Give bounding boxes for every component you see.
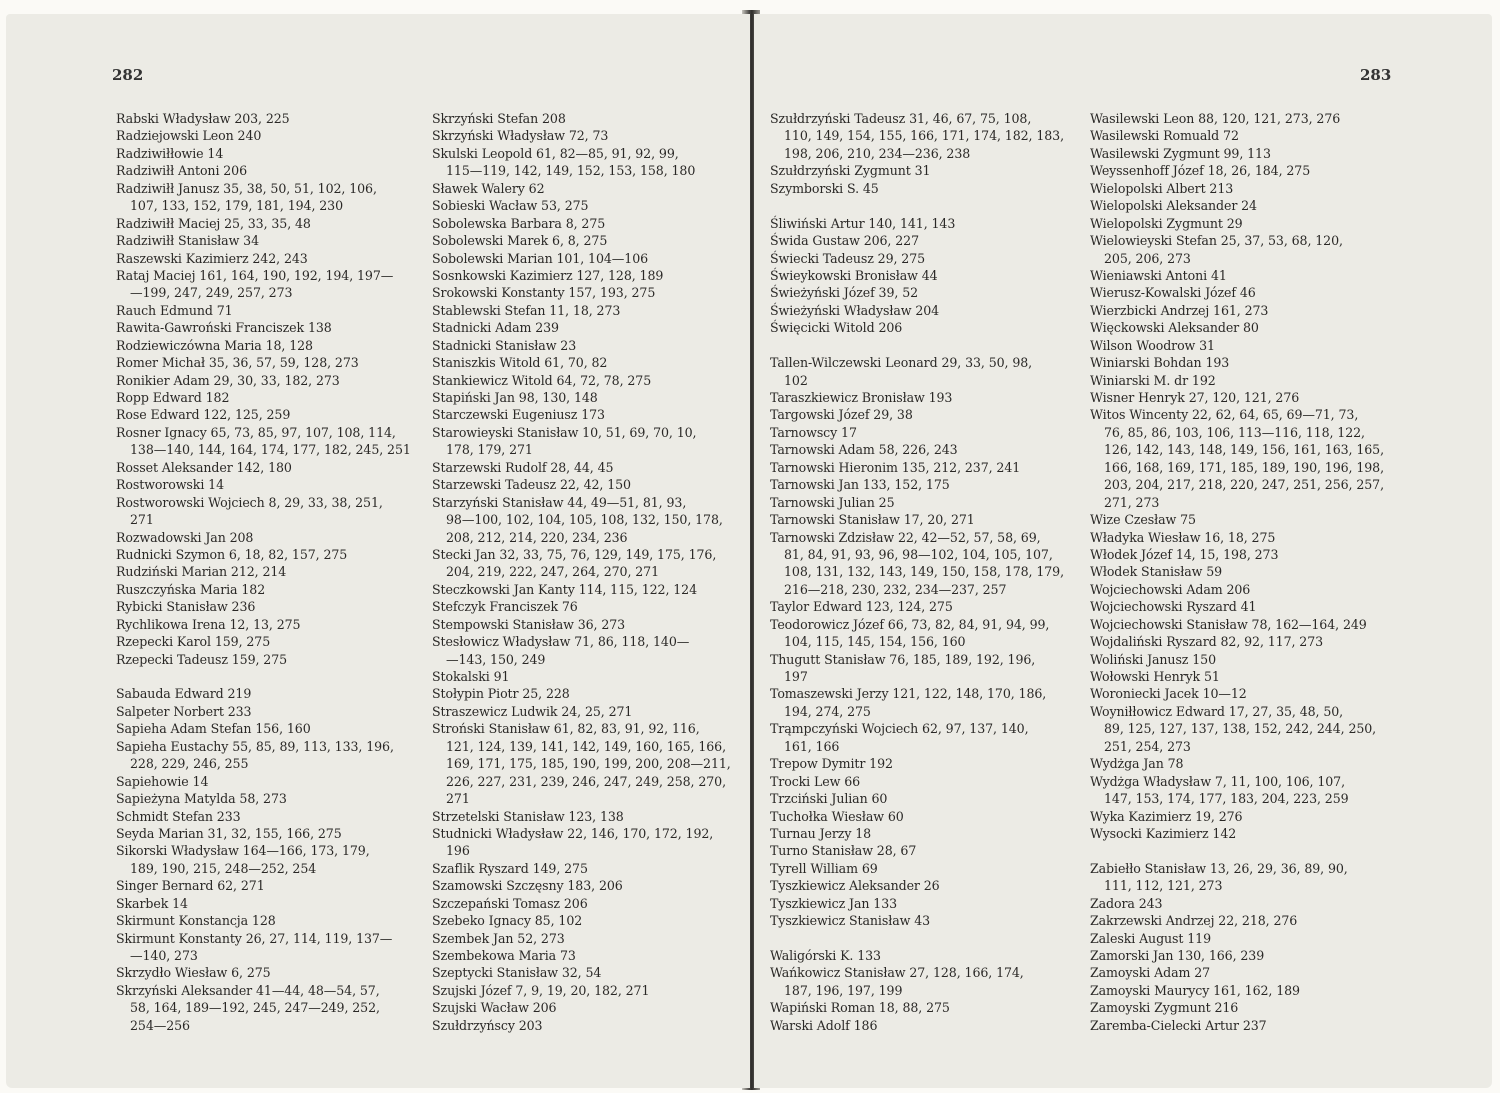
index-entry: Szujski Józef 7, 9, 19, 20, 182, 271 xyxy=(432,982,650,998)
index-entry: Szczepański Tomasz 206 xyxy=(432,895,588,911)
right-page xyxy=(754,14,1492,1088)
index-entry: Zabiełło Stanisław 13, 26, 29, 36, 89, 90, xyxy=(1090,860,1348,876)
index-entry: Szułdrzyński Zygmunt 31 xyxy=(770,163,931,179)
index-entry-continuation: —143, 150, 249 xyxy=(446,651,546,667)
index-entry: Zamoyski Zygmunt 216 xyxy=(1090,1000,1239,1016)
index-entry: Tyszkiewicz Aleksander 26 xyxy=(770,878,940,894)
index-entry: Srokowski Konstanty 157, 193, 275 xyxy=(432,285,656,301)
index-entry: Świeykowski Bronisław 44 xyxy=(770,267,938,283)
index-entry: Teodorowicz Józef 66, 73, 82, 84, 91, 94, 99, xyxy=(770,616,1050,632)
index-entry-continuation: 107, 133, 152, 179, 181, 194, 230 xyxy=(130,198,344,214)
index-entry: Rodziewiczówna Maria 18, 128 xyxy=(116,337,313,353)
index-column xyxy=(770,110,1066,1034)
index-entry: Zamorski Jan 130, 166, 239 xyxy=(1090,948,1265,963)
index-entry: Trepow Dymitr 192 xyxy=(770,756,893,772)
index-entry: Wierzbicki Andrzej 161, 273 xyxy=(1090,302,1269,318)
index-entry: Starzewski Tadeusz 22, 42, 150 xyxy=(432,477,631,493)
index-entry: Śliwiński Artur 140, 141, 143 xyxy=(770,215,956,231)
index-entry: Stefczyk Franciszek 76 xyxy=(432,599,578,615)
index-entry: Wisner Henryk 27, 120, 121, 276 xyxy=(1090,390,1300,405)
index-entry: Stokalski 91 xyxy=(432,669,510,684)
index-entry: Tarnowski Adam 58, 226, 243 xyxy=(770,442,958,458)
index-entry: Rybicki Stanisław 236 xyxy=(116,599,256,615)
index-entry-continuation: 169, 171, 175, 185, 190, 199, 200, 208—211, xyxy=(446,756,731,772)
index-entry-continuation: 121, 124, 139, 141, 142, 149, 160, 165, 166, xyxy=(446,738,726,754)
index-entry-continuation: 58, 164, 189—192, 245, 247—249, 252, xyxy=(130,1000,380,1016)
index-entry: Szamowski Szczęsny 183, 206 xyxy=(432,878,623,894)
index-entry: Rudziński Marian 212, 214 xyxy=(116,564,287,580)
index-entry: Schmidt Stefan 233 xyxy=(116,808,241,824)
index-entry: Szembekowa Maria 73 xyxy=(432,948,576,963)
index-gap xyxy=(770,197,1066,214)
index-entry: Staniszkis Witold 61, 70, 82 xyxy=(432,355,608,371)
index-entry: Tyszkiewicz Jan 133 xyxy=(770,895,898,911)
index-entry: Ronikier Adam 29, 30, 33, 182, 273 xyxy=(116,372,340,388)
index-entry: Tarnowski Hieronim 135, 212, 237, 241 xyxy=(770,459,1021,475)
index-entry: Zamoyski Maurycy 161, 162, 189 xyxy=(1090,982,1300,998)
index-entry: Tuchołka Wiesław 60 xyxy=(770,808,904,824)
index-entry-continuation: 228, 229, 246, 255 xyxy=(130,756,249,772)
index-entry: Wilson Woodrow 31 xyxy=(1090,337,1215,353)
index-entry: Stołypin Piotr 25, 228 xyxy=(432,686,570,702)
index-entry: Sosnkowski Kazimierz 127, 128, 189 xyxy=(432,267,664,283)
index-entry: Zaremba-Cielecki Artur 237 xyxy=(1090,1017,1267,1033)
index-entry: Stadnicki Adam 239 xyxy=(432,320,559,336)
index-entry: Zadora 243 xyxy=(1090,895,1163,911)
index-entry: Sabauda Edward 219 xyxy=(116,686,252,702)
index-entry: Romer Michał 35, 36, 57, 59, 128, 273 xyxy=(116,355,359,371)
index-entry: Weyssenhoff Józef 18, 26, 184, 275 xyxy=(1090,163,1311,179)
index-entry-continuation: 271, 273 xyxy=(1104,494,1160,510)
index-entry: Rosset Aleksander 142, 180 xyxy=(116,459,292,475)
index-entry: Sapieżyna Matylda 58, 273 xyxy=(116,791,287,807)
index-entry: Stankiewicz Witold 64, 72, 78, 275 xyxy=(432,372,652,388)
index-entry: Tarnowski Stanisław 17, 20, 271 xyxy=(770,512,975,528)
index-entry: Władyka Wiesław 16, 18, 275 xyxy=(1090,529,1276,545)
index-gap xyxy=(116,668,416,685)
index-entry: Tarnowscy 17 xyxy=(770,424,857,440)
index-gap xyxy=(1090,842,1390,859)
index-entry: Rataj Maciej 161, 164, 190, 192, 194, 197— xyxy=(116,267,394,283)
index-entry: Świeżyński Władysław 204 xyxy=(770,302,940,318)
index-entry: Starzyński Stanisław 44, 49—51, 81, 93, xyxy=(432,494,687,510)
index-entry: Rzepecki Tadeusz 159, 275 xyxy=(116,651,288,667)
index-entry: Stempowski Stanisław 36, 273 xyxy=(432,616,626,632)
index-entry: Wize Czesław 75 xyxy=(1090,512,1196,528)
index-entry-continuation: 111, 112, 121, 273 xyxy=(1104,878,1223,894)
index-entry-continuation: 189, 190, 215, 248—252, 254 xyxy=(130,860,317,876)
index-entry: Szułdrzyński Tadeusz 31, 46, 67, 75, 108, xyxy=(770,111,1032,126)
index-entry: Sikorski Władysław 164—166, 173, 179, xyxy=(116,843,370,859)
index-entry: Wielopolski Aleksander 24 xyxy=(1090,198,1257,214)
index-entry: Rose Edward 122, 125, 259 xyxy=(116,407,291,423)
index-entry: Stapiński Jan 98, 130, 148 xyxy=(432,390,598,405)
index-entry: Taylor Edward 123, 124, 275 xyxy=(770,599,953,615)
index-entry: Taraszkiewicz Bronisław 193 xyxy=(770,390,953,405)
index-entry: Wołowski Henryk 51 xyxy=(1090,669,1220,684)
index-entry-continuation: 251, 254, 273 xyxy=(1104,738,1191,754)
index-entry: Sławek Walery 62 xyxy=(432,180,545,196)
index-entry: Radziwiłł Janusz 35, 38, 50, 51, 102, 106, xyxy=(116,180,377,196)
index-entry: Wańkowicz Stanisław 27, 128, 166, 174, xyxy=(770,965,1024,981)
index-entry: Zakrzewski Andrzej 22, 218, 276 xyxy=(1090,913,1298,929)
index-entry-continuation: 196 xyxy=(446,843,470,859)
index-entry: Świda Gustaw 206, 227 xyxy=(770,233,919,249)
index-entry: Wielopolski Zygmunt 29 xyxy=(1090,215,1243,231)
index-entry: Raszewski Kazimierz 242, 243 xyxy=(116,250,308,266)
index-entry: Turno Stanisław 28, 67 xyxy=(770,843,917,859)
index-entry: Skulski Leopold 61, 82—85, 91, 92, 99, xyxy=(432,145,679,161)
index-entry: Zaleski August 119 xyxy=(1090,930,1212,946)
index-entry: Rawita-Gawroński Franciszek 138 xyxy=(116,320,332,336)
index-entry-continuation: 166, 168, 169, 171, 185, 189, 190, 196, 198, xyxy=(1104,459,1384,475)
index-entry-continuation: 161, 166 xyxy=(784,738,840,754)
index-entry: Wasilewski Zygmunt 99, 113 xyxy=(1090,145,1271,161)
index-entry: Święcicki Witold 206 xyxy=(770,320,903,336)
index-entry: Trocki Lew 66 xyxy=(770,773,861,789)
index-entry-continuation: 198, 206, 210, 234—236, 238 xyxy=(784,145,971,161)
index-entry-continuation: —199, 247, 249, 257, 273 xyxy=(130,285,293,301)
index-gap xyxy=(770,337,1066,354)
index-entry: Rudnicki Szymon 6, 18, 82, 157, 275 xyxy=(116,546,348,562)
index-entry: Salpeter Norbert 233 xyxy=(116,703,252,719)
index-entry: Tarnowski Julian 25 xyxy=(770,494,895,510)
index-entry: Zamoyski Adam 27 xyxy=(1090,965,1211,981)
index-entry: Wielowieyski Stefan 25, 37, 53, 68, 120, xyxy=(1090,233,1343,249)
index-entry: Ruszczyńska Maria 182 xyxy=(116,581,266,597)
index-entry: Straszewicz Ludwik 24, 25, 271 xyxy=(432,703,633,719)
index-entry: Tyrell William 69 xyxy=(770,860,878,876)
index-entry-continuation: 102 xyxy=(784,372,808,388)
index-entry-continuation: 216—218, 230, 232, 234—237, 257 xyxy=(784,581,1007,597)
index-entry: Radziwiłłowie 14 xyxy=(116,145,224,161)
index-entry: Starzewski Rudolf 28, 44, 45 xyxy=(432,459,614,475)
index-entry: Ropp Edward 182 xyxy=(116,390,230,405)
index-entry: Stablewski Stefan 11, 18, 273 xyxy=(432,302,621,318)
index-entry: Witos Wincenty 22, 62, 64, 65, 69—71, 73, xyxy=(1090,407,1359,423)
index-entry: Sapieha Eustachy 55, 85, 89, 113, 133, 196, xyxy=(116,738,394,754)
index-entry: Skirmunt Konstancja 128 xyxy=(116,913,276,929)
index-entry-continuation: 81, 84, 91, 93, 96, 98—102, 104, 105, 107, xyxy=(784,546,1053,562)
index-entry: Trąmpczyński Wojciech 62, 97, 137, 140, xyxy=(770,721,1029,737)
page-number-right: 283 xyxy=(1360,66,1392,84)
index-entry: Stroński Stanisław 61, 82, 83, 91, 92, 116, xyxy=(432,721,700,737)
index-entry: Więckowski Aleksander 80 xyxy=(1090,320,1259,336)
index-column xyxy=(116,110,416,1034)
index-entry: Szymborski S. 45 xyxy=(770,180,879,196)
index-entry-continuation: 98—100, 102, 104, 105, 108, 132, 150, 178, xyxy=(446,512,723,528)
index-entry-continuation: 126, 142, 143, 148, 149, 156, 161, 163, 165, xyxy=(1104,442,1384,458)
index-entry-continuation: 147, 153, 174, 177, 183, 204, 223, 259 xyxy=(1104,791,1349,807)
index-entry: Sapieha Adam Stefan 156, 160 xyxy=(116,721,311,737)
index-entry: Waligórski K. 133 xyxy=(770,948,881,963)
index-entry: Wyka Kazimierz 19, 276 xyxy=(1090,808,1243,824)
index-entry-continuation: 208, 212, 214, 220, 234, 236 xyxy=(446,529,628,545)
index-entry: Radziwiłł Antoni 206 xyxy=(116,163,248,179)
index-entry-continuation: 178, 179, 271 xyxy=(446,442,533,458)
index-entry: Rabski Władysław 203, 225 xyxy=(116,111,290,126)
index-entry-continuation: 138—140, 144, 164, 174, 177, 182, 245, 251 xyxy=(130,442,411,458)
index-entry: Rostworowski Wojciech 8, 29, 33, 38, 251, xyxy=(116,494,383,510)
index-entry-continuation: 204, 219, 222, 247, 264, 270, 271 xyxy=(446,564,660,580)
index-entry: Włodek Józef 14, 15, 198, 273 xyxy=(1090,546,1279,562)
index-entry: Rauch Edmund 71 xyxy=(116,302,233,318)
index-entry-continuation: 108, 131, 132, 143, 149, 150, 158, 178, 179, xyxy=(784,564,1064,580)
index-entry-continuation: —140, 273 xyxy=(130,948,198,963)
index-entry: Radziwiłł Stanisław 34 xyxy=(116,233,259,249)
index-entry: Wierusz-Kowalski Józef 46 xyxy=(1090,285,1256,301)
index-entry: Starowieyski Stanisław 10, 51, 69, 70, 10, xyxy=(432,424,697,440)
index-entry: Tarnowski Zdzisław 22, 42—52, 57, 58, 69, xyxy=(770,529,1041,545)
index-entry: Skrzydło Wiesław 6, 275 xyxy=(116,965,271,981)
index-entry: Sobieski Wacław 53, 275 xyxy=(432,198,589,214)
index-entry: Rosner Ignacy 65, 73, 85, 97, 107, 108, 114, xyxy=(116,424,396,440)
index-entry-continuation: 115—119, 142, 149, 152, 153, 158, 180 xyxy=(446,163,696,179)
index-entry: Strzetelski Stanisław 123, 138 xyxy=(432,808,624,824)
index-entry: Woyniłłowicz Edward 17, 27, 35, 48, 50, xyxy=(1090,703,1344,719)
index-entry: Skrzyński Aleksander 41—44, 48—54, 57, xyxy=(116,982,380,998)
index-entry: Skarbek 14 xyxy=(116,895,188,911)
index-entry-continuation: 271 xyxy=(446,791,470,807)
index-entry: Rychlikowa Irena 12, 13, 275 xyxy=(116,616,301,632)
index-entry: Targowski Józef 29, 38 xyxy=(770,407,913,423)
index-entry-continuation: 226, 227, 231, 239, 246, 247, 249, 258, 270, xyxy=(446,773,726,789)
index-entry: Wojciechowski Adam 206 xyxy=(1090,581,1251,597)
index-entry: Sapiehowie 14 xyxy=(116,773,209,789)
index-entry: Sobolewski Marek 6, 8, 275 xyxy=(432,233,608,249)
index-entry: Thugutt Stanisław 76, 185, 189, 192, 196, xyxy=(770,651,1036,667)
index-entry: Rozwadowski Jan 208 xyxy=(116,529,254,545)
index-entry-continuation: 89, 125, 127, 137, 138, 152, 242, 244, 250, xyxy=(1104,721,1377,737)
index-entry: Stadnicki Stanisław 23 xyxy=(432,337,577,353)
index-entry: Radziwiłł Maciej 25, 33, 35, 48 xyxy=(116,215,311,231)
index-entry: Steczkowski Jan Kanty 114, 115, 122, 124 xyxy=(432,581,697,597)
index-entry: Stecki Jan 32, 33, 75, 76, 129, 149, 175, 176, xyxy=(432,546,717,562)
index-entry-continuation: 254—256 xyxy=(130,1017,190,1033)
index-entry-continuation: 104, 115, 145, 154, 156, 160 xyxy=(784,634,966,650)
index-entry-continuation: 271 xyxy=(130,512,154,528)
index-entry: Radziejowski Leon 240 xyxy=(116,128,262,144)
index-entry: Winiarski Bohdan 193 xyxy=(1090,355,1230,371)
index-entry: Wydżga Władysław 7, 11, 100, 106, 107, xyxy=(1090,773,1345,789)
index-entry: Skrzyński Władysław 72, 73 xyxy=(432,128,609,144)
index-entry: Woroniecki Jacek 10—12 xyxy=(1090,686,1247,702)
index-entry: Szułdrzyńscy 203 xyxy=(432,1017,543,1033)
index-entry: Wasilewski Leon 88, 120, 121, 273, 276 xyxy=(1090,111,1341,126)
index-column xyxy=(1090,110,1390,1034)
index-entry: Skrzyński Stefan 208 xyxy=(432,111,566,126)
index-entry: Wojciechowski Stanisław 78, 162—164, 249 xyxy=(1090,616,1367,632)
index-entry-continuation: 76, 85, 86, 103, 106, 113—116, 118, 122, xyxy=(1104,424,1365,440)
index-entry: Tallen-Wilczewski Leonard 29, 33, 50, 98, xyxy=(770,355,1033,371)
index-entry-continuation: 205, 206, 273 xyxy=(1104,250,1191,266)
index-entry-continuation: 110, 149, 154, 155, 166, 171, 174, 182, 183, xyxy=(784,128,1064,144)
index-column xyxy=(432,110,731,1034)
index-entry: Szaflik Ryszard 149, 275 xyxy=(432,860,588,876)
index-entry: Wydżga Jan 78 xyxy=(1090,756,1184,772)
index-entry: Wasilewski Romuald 72 xyxy=(1090,128,1239,144)
index-entry: Tomaszewski Jerzy 121, 122, 148, 170, 186, xyxy=(770,686,1047,702)
index-entry: Świecki Tadeusz 29, 275 xyxy=(770,250,926,266)
index-entry: Szujski Wacław 206 xyxy=(432,1000,557,1016)
index-entry: Singer Bernard 62, 271 xyxy=(116,878,265,894)
left-page xyxy=(6,14,750,1088)
index-entry: Seyda Marian 31, 32, 155, 166, 275 xyxy=(116,825,342,841)
index-entry: Wysocki Kazimierz 142 xyxy=(1090,825,1237,841)
index-entry: Szembek Jan 52, 273 xyxy=(432,930,565,946)
index-entry: Wieniawski Antoni 41 xyxy=(1090,267,1227,283)
index-entry: Wojdaliński Ryszard 82, 92, 117, 273 xyxy=(1090,634,1324,650)
page-number-left: 282 xyxy=(112,66,144,84)
index-entry: Turnau Jerzy 18 xyxy=(770,825,872,841)
index-entry-continuation: 203, 204, 217, 218, 220, 247, 251, 256, 257, xyxy=(1104,477,1384,493)
index-entry: Rostworowski 14 xyxy=(116,477,224,493)
index-entry: Warski Adolf 186 xyxy=(770,1017,878,1033)
index-entry: Wielopolski Albert 213 xyxy=(1090,180,1234,196)
index-entry: Starczewski Eugeniusz 173 xyxy=(432,407,605,423)
index-entry: Woliński Janusz 150 xyxy=(1090,651,1216,667)
index-entry: Rzepecki Karol 159, 275 xyxy=(116,634,271,650)
index-entry: Skirmunt Konstanty 26, 27, 114, 119, 137— xyxy=(116,930,393,946)
index-entry: Włodek Stanisław 59 xyxy=(1090,564,1223,580)
index-gap xyxy=(770,930,1066,947)
index-entry: Szeptycki Stanisław 32, 54 xyxy=(432,965,602,981)
index-entry: Sobolewski Marian 101, 104—106 xyxy=(432,250,649,266)
index-entry: Sobolewska Barbara 8, 275 xyxy=(432,215,606,231)
index-entry-continuation: 197 xyxy=(784,669,808,684)
index-entry: Trzciński Julian 60 xyxy=(770,791,888,807)
index-entry: Świeżyński Józef 39, 52 xyxy=(770,285,919,301)
index-entry: Wojciechowski Ryszard 41 xyxy=(1090,599,1257,615)
index-entry-continuation: 194, 274, 275 xyxy=(784,703,871,719)
index-entry: Stesłowicz Władysław 71, 86, 118, 140— xyxy=(432,634,690,650)
index-entry: Szebeko Ignacy 85, 102 xyxy=(432,913,583,929)
index-entry: Tarnowski Jan 133, 152, 175 xyxy=(770,477,950,493)
index-entry: Wapiński Roman 18, 88, 275 xyxy=(770,1000,950,1016)
index-entry-continuation: 187, 196, 197, 199 xyxy=(784,982,903,998)
index-entry: Studnicki Władysław 22, 146, 170, 172, 192, xyxy=(432,825,714,841)
index-entry: Winiarski M. dr 192 xyxy=(1090,372,1216,388)
index-entry: Tyszkiewicz Stanisław 43 xyxy=(770,913,931,929)
